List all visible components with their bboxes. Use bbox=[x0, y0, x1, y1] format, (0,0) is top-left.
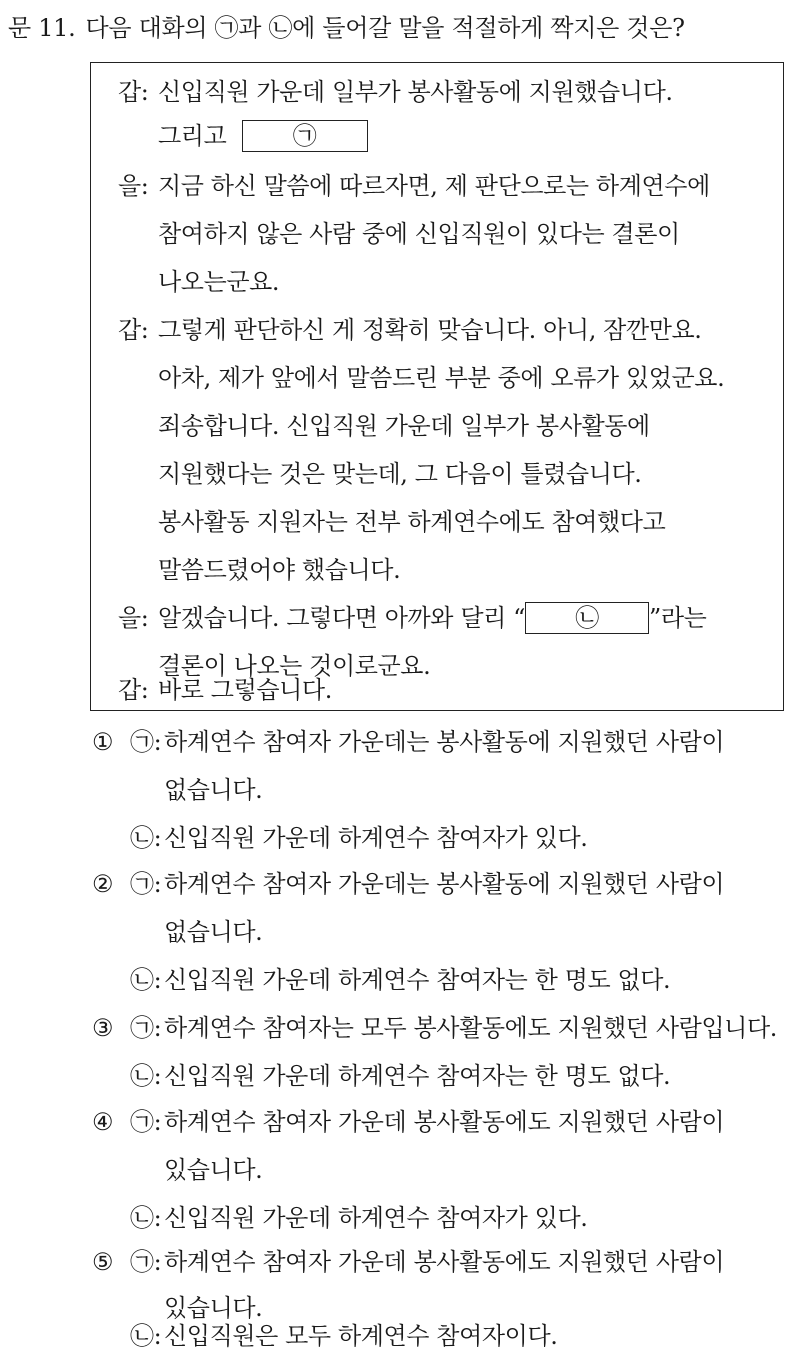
choice-number: ③ bbox=[92, 1014, 114, 1042]
choice-text: 신입직원 가운데 하계연수 참여자는 한 명도 없다. bbox=[164, 1062, 671, 1090]
question-header bbox=[8, 10, 798, 46]
blank-mark: ㉠: bbox=[130, 870, 162, 898]
speaker-label: 갑: bbox=[118, 78, 149, 106]
choice-number: ⑤ bbox=[92, 1248, 114, 1276]
choice-number: ① bbox=[92, 728, 114, 756]
dialog-text: 죄송합니다. 신입직원 가운데 일부가 봉사활동에 bbox=[158, 412, 650, 440]
blank-mark: ㉡: bbox=[130, 1062, 162, 1090]
choice-text: 없습니다. bbox=[164, 776, 263, 804]
blank-mark: ㉡: bbox=[130, 966, 162, 994]
choice-5-line-a bbox=[92, 1244, 724, 1280]
choice-1-line-a2 bbox=[164, 772, 262, 808]
blank-mark: ㉠: bbox=[130, 1248, 162, 1276]
dialog-text: ”라는 bbox=[649, 604, 707, 632]
choice-text: 하계연수 참여자 가운데는 봉사활동에 지원했던 사람이 bbox=[164, 870, 725, 898]
dialog-line-12 bbox=[118, 600, 706, 636]
dialog-line-1 bbox=[118, 74, 766, 110]
choice-text: 있습니다. bbox=[164, 1294, 263, 1322]
dialog-line-5 bbox=[158, 264, 279, 300]
choice-text: 없습니다. bbox=[164, 918, 263, 946]
dialog-text: 말씀드렸어야 했습니다. bbox=[158, 556, 401, 584]
choice-number: ④ bbox=[92, 1108, 114, 1136]
dialog-text: 지원했다는 것은 맞는데, 그 다음이 틀렸습니다. bbox=[158, 460, 642, 488]
dialog-text: 결론이 나오는 것이로군요. bbox=[158, 652, 431, 680]
dialog-line-14 bbox=[118, 672, 332, 708]
dialog-line-4 bbox=[158, 216, 680, 252]
blank-mark: ㉠: bbox=[130, 1014, 162, 1042]
blank-mark: ㉠: bbox=[130, 1108, 162, 1136]
choice-4-line-a bbox=[92, 1104, 724, 1140]
dialog-line-8 bbox=[158, 408, 650, 444]
dialog-line-7 bbox=[158, 360, 724, 396]
choice-text: 하계연수 참여자는 모두 봉사활동에도 지원했던 사람입니다. bbox=[164, 1014, 777, 1042]
blank-mark: ㉠: bbox=[130, 728, 162, 756]
dialog-text: 신입직원 가운데 일부가 봉사활동에 지원했습니다. bbox=[158, 78, 673, 106]
dialog-text: 지금 하신 말씀에 따르자면, 제 판단으로는 하계연수에 bbox=[158, 172, 710, 200]
choice-text: 있습니다. bbox=[164, 1156, 263, 1184]
choice-text: 신입직원은 모두 하계연수 참여자이다. bbox=[164, 1322, 558, 1350]
choice-text: 하계연수 참여자 가운데 봉사활동에도 지원했던 사람이 bbox=[164, 1108, 725, 1136]
dialog-text: 알겠습니다. 그렇다면 아까와 달리 “ bbox=[158, 604, 525, 632]
choice-4-line-a2 bbox=[164, 1152, 262, 1188]
dialog-line-10 bbox=[158, 504, 665, 540]
dialog-text: 그렇게 판단하신 게 정확히 맞습니다. 아니, 잠깐만요. bbox=[158, 316, 702, 344]
blank-mark: ㉡: bbox=[130, 824, 162, 852]
choice-1-line-a bbox=[92, 724, 724, 760]
dialog-text: 그리고 bbox=[158, 122, 227, 150]
speaker-label: 을: bbox=[118, 172, 149, 200]
dialog-text: 아차, 제가 앞에서 말씀드린 부분 중에 오류가 있었군요. bbox=[158, 364, 725, 392]
choice-text: 신입직원 가운데 하계연수 참여자가 있다. bbox=[164, 1204, 588, 1232]
choice-2-line-b bbox=[130, 962, 670, 998]
dialog-line-6 bbox=[118, 312, 702, 348]
speaker-label: 을: bbox=[118, 604, 149, 632]
dialog-line-11 bbox=[158, 552, 400, 588]
dialog-line-9 bbox=[158, 456, 642, 492]
dialog-text: 나오는군요. bbox=[158, 268, 280, 296]
blank-mark: ㉡: bbox=[130, 1322, 162, 1350]
choice-5-line-b bbox=[130, 1318, 557, 1354]
blank-b-box: ㉡ bbox=[525, 602, 649, 634]
choice-text: 하계연수 참여자 가운데는 봉사활동에 지원했던 사람이 bbox=[164, 728, 725, 756]
choice-text: 하계연수 참여자 가운데 봉사활동에도 지원했던 사람이 bbox=[164, 1248, 725, 1276]
blank-mark: ㉡: bbox=[130, 1204, 162, 1232]
dialog-text: 봉사활동 지원자는 전부 하계연수에도 참여했다고 bbox=[158, 508, 666, 536]
speaker-label: 갑: bbox=[118, 676, 149, 704]
choice-text: 신입직원 가운데 하계연수 참여자가 있다. bbox=[164, 824, 588, 852]
choice-text: 신입직원 가운데 하계연수 참여자는 한 명도 없다. bbox=[164, 966, 671, 994]
choice-4-line-b bbox=[130, 1200, 587, 1236]
choice-3-line-b bbox=[130, 1058, 670, 1094]
dialog-text: 바로 그렇습니다. bbox=[158, 676, 332, 704]
blank-a-box: ㉠ bbox=[242, 120, 368, 152]
dialog-line-3 bbox=[118, 168, 710, 204]
speaker-label: 갑: bbox=[118, 316, 149, 344]
choice-1-line-b bbox=[130, 820, 587, 856]
choice-2-line-a2 bbox=[164, 914, 262, 950]
question-number: 문 11. bbox=[8, 14, 76, 42]
dialog-line-2 bbox=[158, 118, 368, 154]
choice-number: ② bbox=[92, 870, 114, 898]
question-text: 다음 대화의 ㉠과 ㉡에 들어갈 말을 적절하게 짝지은 것은? bbox=[85, 14, 685, 42]
dialog-text: 참여하지 않은 사람 중에 신입직원이 있다는 결론이 bbox=[158, 220, 680, 248]
choice-2-line-a bbox=[92, 866, 724, 902]
choice-3-line-a bbox=[92, 1010, 777, 1046]
